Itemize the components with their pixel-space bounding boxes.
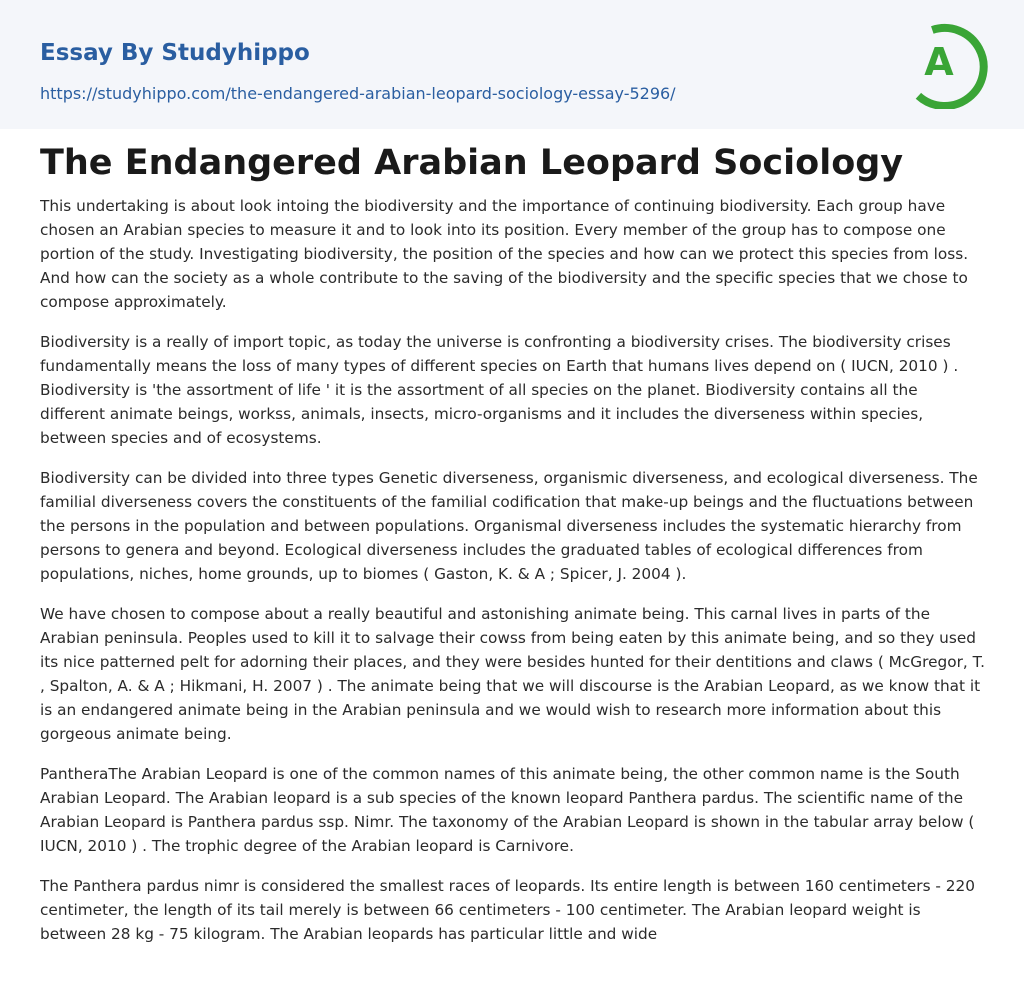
- page-title: The Endangered Arabian Leopard Sociology: [40, 143, 904, 183]
- site-brand[interactable]: Essay By Studyhippo: [40, 40, 310, 66]
- essay-paragraph: The Panthera pardus nimr is considered the smallest races of leopards. Its entire length is between 160 centimeters - 220 centimeter, the length of its tail merely is between 66 centimeters - 100 centimeter. The Arabian leopard weight is between 28 kg - 75 kilogram. The Arabian leopards has particular little and wide: [40, 877, 975, 943]
- essay-paragraph: Biodiversity can be divided into three types Genetic diverseness, organismic diverseness, and ecological diverseness. The familial diverseness covers the constituents of the familial codification that make-up beings and the fluctuations between the persons in the population and between populations. Organismal diverseness includes the systematic hierarchy from persons to genera and beyond. Ecological diverseness includes the graduated tables of ecological differences from populations, niches, home grounds, up to biomes ( Gaston, K. & A ; Spicer, J. 2004 ).: [40, 469, 978, 583]
- essay-paragraph: This undertaking is about look intoing the biodiversity and the importance of continuing biodiversity. Each group have chosen an Arabian species to measure it and to look into its position. Every member of the group has to compose one portion of the study. Investigating biodiversity, the position of the species and how can we protect this species from loss. And how can the society as a whole contribute to the saving of the biodiversity and the specific species that we chose to compose approximately.: [40, 197, 969, 311]
- site-header: [0, 0, 1024, 129]
- essay-body: [40, 194, 985, 954]
- essay-url-link[interactable]: https://studyhippo.com/the-endangered-arabian-leopard-sociology-essay-5296/: [40, 84, 676, 103]
- essay-paragraph: Biodiversity is a really of import topic, as today the universe is confronting a biodiversity crises. The biodiversity crises fundamentally means the loss of many types of different species on Earth that humans lives depend on ( IUCN, 2010 ) . Biodiversity is 'the assortment of life ' it is the assortment of all species on the planet. Biodiversity contains all the different animate beings, workss, animals, insects, micro-organisms and it includes the diverseness within species, between species and of ecosystems.: [40, 333, 959, 447]
- essay-paragraph: PantheraThe Arabian Leopard is one of the common names of this animate being, the other common name is the South Arabian Leopard. The Arabian leopard is a sub species of the known leopard Panthera pardus. The scientific name of the Arabian Leopard is Panthera pardus ssp. Nimr. The taxonomy of the Arabian Leopard is shown in the tabular array below ( IUCN, 2010 ) . The trophic degree of the Arabian leopard is Carnivore.: [40, 765, 975, 855]
- essay-paragraph: We have chosen to compose about a really beautiful and astonishing animate being. This carnal lives in parts of the Arabian peninsula. Peoples used to kill it to salvage their cowss from being eaten by this animate being, and so they used its nice patterned pelt for adorning their places, and they were besides hunted for their dentitions and claws ( McGregor, T. , Spalton, A. & A ; Hikmani, H. 2007 ) . The animate being that we will discourse is the Arabian Leopard, as we know that it is an endangered animate being in the Arabian peninsula and we would wish to research more information about this gorgeous animate being.: [40, 605, 985, 743]
- studyhippo-logo-icon[interactable]: [906, 17, 990, 109]
- logo-letter: A: [924, 40, 954, 84]
